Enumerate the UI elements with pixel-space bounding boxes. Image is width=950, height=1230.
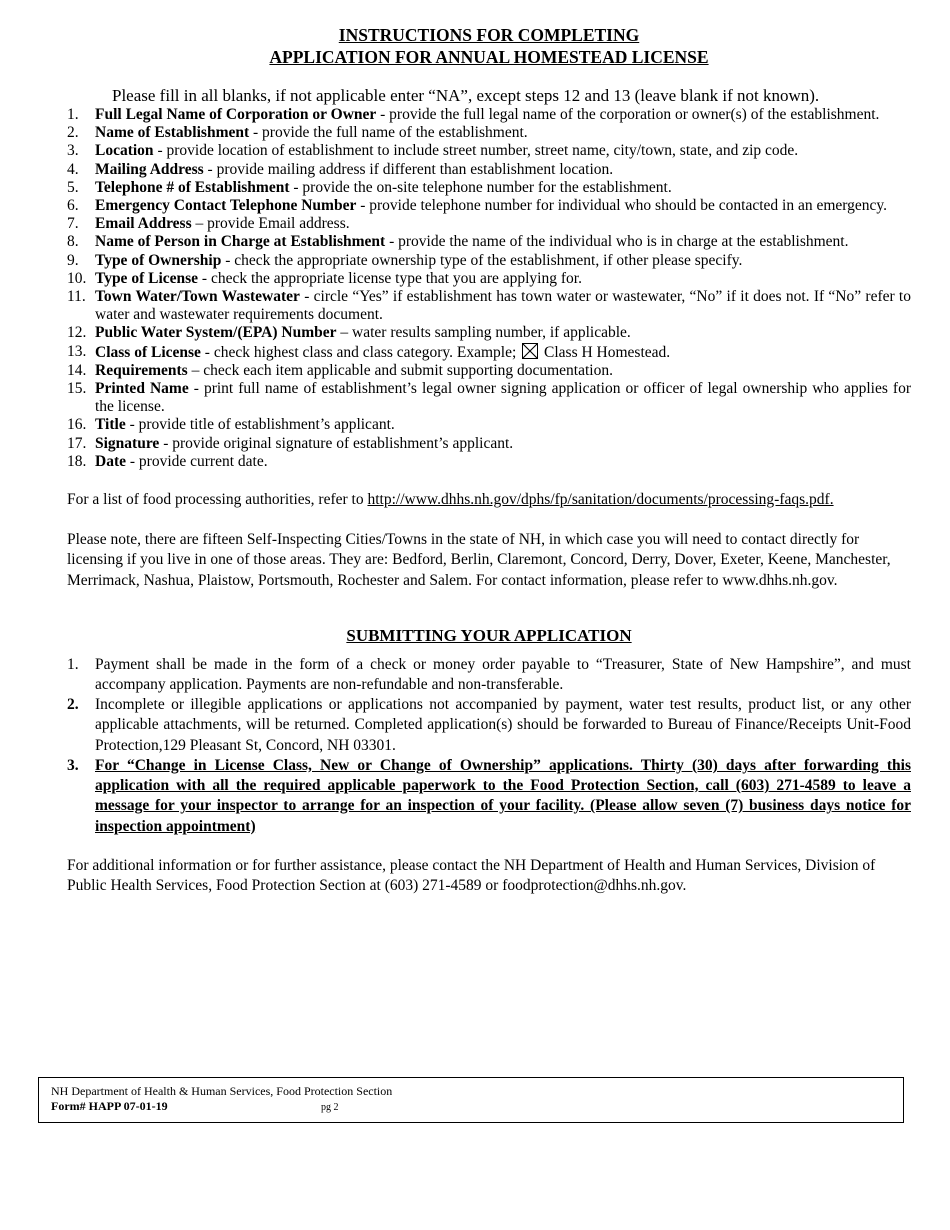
step-number: 18.	[67, 452, 87, 470]
step-number: 17.	[67, 434, 87, 452]
step-term: Date	[95, 452, 126, 470]
processing-paragraph	[67, 490, 911, 510]
step-desc: - provide location of establishment to include street number, street name, city/town, state, and zip code.	[153, 142, 799, 160]
step-desc: - check the appropriate ownership type of the establishment, if other please specify.	[221, 251, 743, 269]
step-term: Requirements	[95, 361, 188, 379]
step-number: 5.	[67, 178, 79, 196]
step-item	[67, 435, 911, 453]
step-term: Name of Establishment	[95, 124, 250, 142]
step-term: Type of License	[95, 269, 199, 287]
checked-box-icon	[522, 343, 538, 359]
step-number: 11.	[67, 288, 86, 306]
step-item	[67, 288, 911, 324]
title-line-2: APPLICATION FOR ANNUAL HOMESTEAD LICENSE	[269, 47, 709, 67]
step-desc: - check highest class and class category. Example;	[200, 343, 521, 361]
step-desc: - provide original signature of establishment’s applicant.	[159, 434, 514, 452]
submit-number: 1.	[67, 655, 79, 673]
step-item	[67, 124, 911, 142]
step-desc: - circle “Yes” if establishment has town water or wastewater, “No” if it does not. If “No” refer to water and wastewater requirements document.	[95, 288, 911, 324]
step-number: 9.	[67, 251, 79, 269]
step-desc: - provide current date.	[126, 452, 268, 470]
step-number: 4.	[67, 160, 79, 178]
step-item	[67, 270, 911, 288]
step-item	[67, 380, 911, 416]
step-item	[67, 215, 911, 233]
document-page	[67, 24, 911, 896]
step-term: Telephone # of Establishment	[95, 178, 290, 196]
processing-link[interactable]: http://www.dhhs.nh.gov/dphs/fp/sanitation/documents/processing-faqs.pdf.	[367, 491, 834, 509]
step-item	[67, 161, 911, 179]
footer-dept: NH Department of Health & Human Services, Food Protection Section	[51, 1084, 393, 1098]
step-number: 15.	[67, 380, 87, 398]
step-item	[67, 324, 911, 342]
step-term: Type of Ownership	[95, 251, 222, 269]
step-number: 10.	[67, 269, 87, 287]
step-term: Location	[95, 142, 154, 160]
step-term: Full Legal Name of Corporation or Owner	[95, 106, 377, 123]
submit-item	[67, 756, 911, 837]
submit-text: For “Change in License Class, New or Change of Ownership” applications. Thirty (30) days after forwarding this application with all the required applicable paperwork to the Food Protection Section, call (603) 271-4589 to leave a message for your inspector to arrange for an inspection of your facility. (Please allow seven (7) business days notice for inspection appointment)	[95, 756, 911, 835]
footer-form-number: Form# HAPP 07-01-19	[51, 1099, 168, 1113]
footer-box	[38, 1077, 904, 1123]
step-term: Public Water System/(EPA) Number	[95, 324, 337, 342]
step-item	[67, 106, 911, 124]
step-number: 13.	[67, 342, 87, 360]
step-item	[67, 416, 911, 434]
document-title	[67, 24, 911, 68]
submit-number: 2.	[67, 696, 79, 714]
contact-paragraph: For additional information or for further assistance, please contact the NH Department of Health and Human Services, Division of Public Health Services, Food Protection Section at (603) 271-4589 or foodprotection@dhhs.nh.gov.	[67, 856, 876, 894]
submit-item	[67, 655, 911, 695]
submit-item	[67, 695, 911, 756]
step-number: 8.	[67, 233, 79, 251]
step-item	[67, 343, 911, 362]
submitting-list	[67, 655, 911, 837]
step-desc: - provide telephone number for individual who should be contacted in an emergency.	[356, 197, 888, 215]
title-line-1: INSTRUCTIONS FOR COMPLETING	[338, 25, 640, 45]
submitting-title: SUBMITTING YOUR APPLICATION	[346, 625, 632, 645]
step-term: Class of License	[95, 343, 201, 361]
step-desc: - provide title of establishment’s applicant.	[125, 416, 395, 434]
step-term: Title	[95, 416, 126, 434]
step-number: 1.	[67, 106, 79, 123]
step-number: 16.	[67, 416, 87, 434]
instruction-steps	[67, 106, 911, 471]
step-number: 2.	[67, 124, 79, 142]
step-item	[67, 142, 911, 160]
step-item	[67, 362, 911, 380]
step-item	[67, 197, 911, 215]
step-desc-after: Class H Homestead.	[540, 343, 671, 361]
submit-text: Payment shall be made in the form of a check or money order payable to “Treasurer, State of New Hampshire”, and must accompany application. Payments are non-refundable and non-transferable.	[95, 655, 911, 694]
self-inspecting-paragraph: Please note, there are fifteen Self-Inspecting Cities/Towns in the state of NH, in which case you will need to contact directly for licensing if you live in one of those areas. They are: Bedford, Berlin, Claremont, Concord, Derry, Dover, Exeter, Keene, Manchester, Merrimack, Nashua, Plaistow, Portsmouth, Rochester and Salem. For contact information, please refer to www.dhhs.nh.gov.	[67, 531, 891, 589]
step-desc: – provide Email address.	[191, 215, 350, 233]
step-desc: - check the appropriate license type that you are applying for.	[198, 269, 582, 287]
processing-text: For a list of food processing authorities, refer to	[67, 491, 368, 509]
step-number: 14.	[67, 361, 87, 379]
step-item	[67, 179, 911, 197]
step-number: 12.	[67, 324, 87, 342]
step-desc: - provide the on-site telephone number for the establishment.	[289, 178, 672, 196]
intro-text: Please fill in all blanks, if not applicable enter “NA”, except steps 12 and 13 (leave blank if not known).	[112, 86, 820, 105]
step-desc: – water results sampling number, if applicable.	[336, 324, 631, 342]
step-item	[67, 252, 911, 270]
step-term: Signature	[95, 434, 160, 452]
step-term: Town Water/Town Wastewater	[95, 288, 300, 306]
step-term: Mailing Address	[95, 160, 204, 178]
submit-text: Incomplete or illegible applications or applications not accompanied by payment, water test results, product list, or any other applicable attachments, will be returned. Completed application(s) should be forwarded to Bureau of Finance/Receipts Unit-Food Protection,129 Pleasant St, Concord, NH 03301.	[95, 696, 911, 754]
step-desc: - provide the full legal name of the corporation or owner(s) of the establishment.	[376, 106, 880, 123]
step-term: Printed Name	[95, 380, 189, 398]
step-number: 7.	[67, 215, 79, 233]
step-number: 3.	[67, 142, 79, 160]
footer-page-number: pg 2	[321, 1102, 339, 1113]
step-desc: - print full name of establishment’s legal owner signing application or officer of legal ownership who applies for the license.	[95, 380, 912, 416]
step-item	[67, 233, 911, 251]
step-desc: - provide the name of the individual who is in charge at the establishment.	[385, 233, 849, 251]
submit-number: 3.	[67, 756, 79, 774]
step-desc: - provide the full name of the establishment.	[249, 124, 528, 142]
step-number: 6.	[67, 197, 79, 215]
step-desc: – check each item applicable and submit supporting documentation.	[187, 361, 613, 379]
step-item	[67, 453, 911, 471]
step-term: Name of Person in Charge at Establishment	[95, 233, 386, 251]
step-desc: - provide mailing address if different than establishment location.	[203, 160, 614, 178]
step-term: Emergency Contact Telephone Number	[95, 197, 357, 215]
step-term: Email Address	[95, 215, 192, 233]
